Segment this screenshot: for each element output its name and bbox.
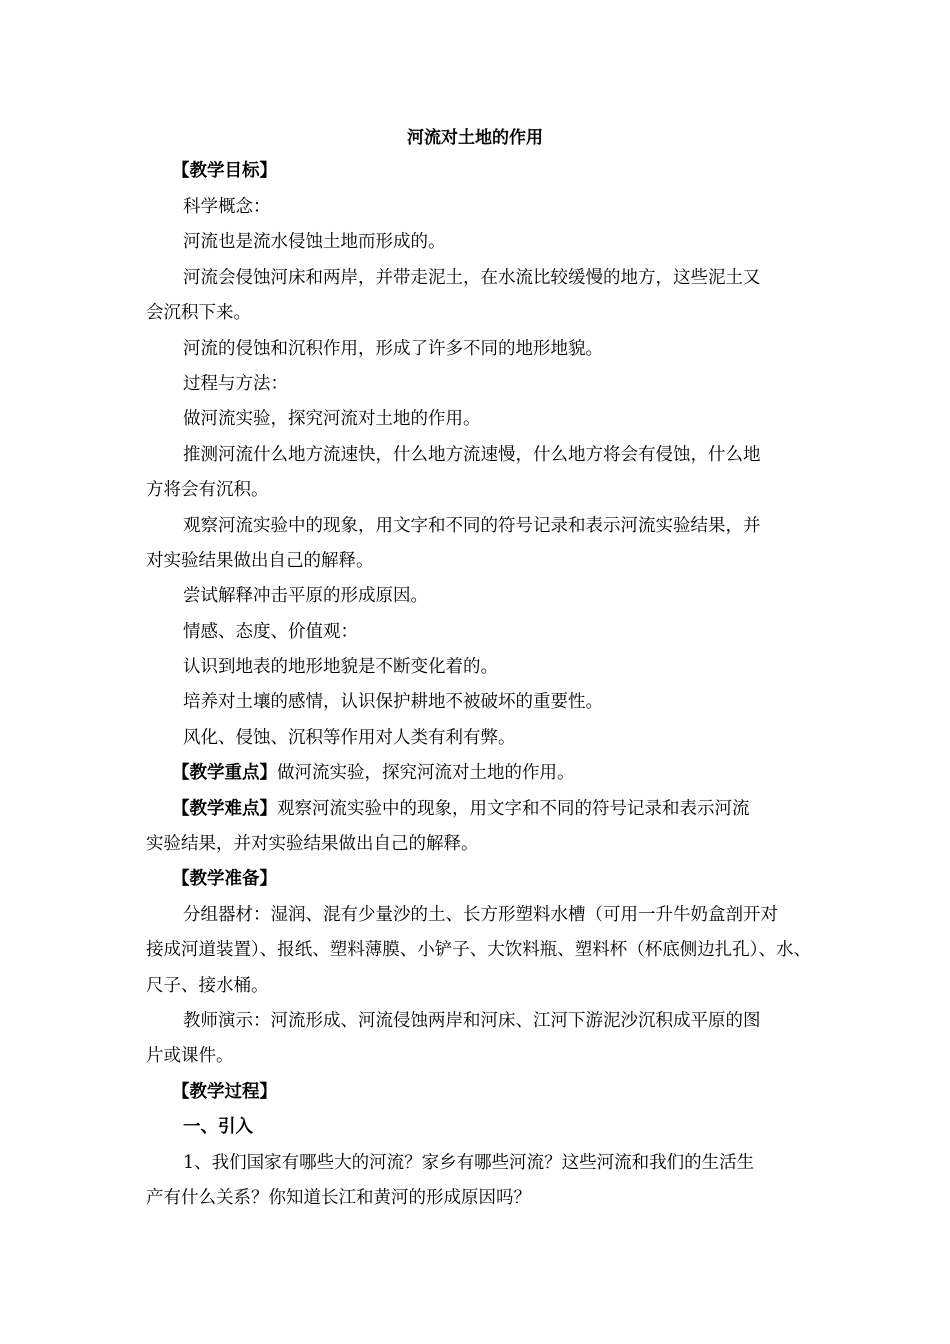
section-heading-preparation: 【教学准备】 bbox=[172, 869, 277, 889]
section-heading-difficulty: 【教学难点】 bbox=[172, 799, 277, 819]
difficulty-paragraph bbox=[172, 795, 750, 823]
attitude-label: 情感、态度、价值观： bbox=[183, 622, 358, 642]
attitude-item-1: 认识到地表的地形地貌是不断变化着的。 bbox=[183, 657, 498, 677]
section-heading-key-point: 【教学重点】 bbox=[172, 763, 277, 783]
intro-heading: 一、引入 bbox=[183, 1117, 253, 1137]
concept-item-2-line-1: 河流会侵蚀河床和两岸，并带走泥土，在水流比较缓慢的地方，这些泥土又 bbox=[183, 268, 761, 288]
question-1-line-1: 1、我们国家有哪些大的河流？家乡有哪些河流？这些河流和我们的生活生 bbox=[183, 1153, 755, 1173]
key-point-paragraph bbox=[172, 759, 575, 787]
method-label: 过程与方法： bbox=[183, 374, 288, 394]
teacher-demo-line-1: 教师演示：河流形成、河流侵蚀两岸和河床、江河下游泥沙沉积成平原的图 bbox=[183, 1011, 761, 1031]
concept-item-3: 河流的侵蚀和沉积作用，形成了许多不同的地形地貌。 bbox=[183, 339, 603, 359]
concept-label: 科学概念： bbox=[183, 197, 271, 217]
method-item-3-line-2: 对实验结果做出自己的解释。 bbox=[146, 551, 374, 571]
method-item-2-line-1: 推测河流什么地方流速快，什么地方流速慢，什么地方将会有侵蚀，什么地 bbox=[183, 445, 761, 465]
method-item-4: 尝试解释冲击平原的形成原因。 bbox=[183, 586, 428, 606]
group-materials-line-3: 尺子、接水桶。 bbox=[146, 976, 269, 996]
attitude-item-2: 培养对土壤的感情，认识保护耕地不被破坏的重要性。 bbox=[183, 692, 603, 712]
group-materials-line-1: 分组器材：湿润、混有少量沙的土、长方形塑料水槽（可用一升牛奶盒剖开对 bbox=[183, 905, 778, 925]
method-item-3-line-1: 观察河流实验中的现象，用文字和不同的符号记录和表示河流实验结果，并 bbox=[183, 516, 761, 536]
method-item-2-line-2: 方将会有沉积。 bbox=[146, 480, 269, 500]
section-heading-objectives: 【教学目标】 bbox=[172, 161, 277, 181]
section-heading-process: 【教学过程】 bbox=[172, 1082, 277, 1102]
teacher-demo-line-2: 片或课件。 bbox=[146, 1046, 234, 1066]
concept-item-2-line-2: 会沉积下来。 bbox=[146, 303, 251, 323]
attitude-item-3: 风化、侵蚀、沉积等作用对人类有利有弊。 bbox=[183, 728, 516, 748]
difficulty-text-line-1: 观察河流实验中的现象，用文字和不同的符号记录和表示河流 bbox=[277, 799, 750, 819]
method-item-1: 做河流实验，探究河流对土地的作用。 bbox=[183, 409, 481, 429]
group-materials-line-2: 接成河道装置）、报纸、塑料薄膜、小铲子、大饮料瓶、塑料杯（杯底侧边扎孔）、水、 bbox=[146, 940, 811, 960]
difficulty-text-line-2: 实验结果，并对实验结果做出自己的解释。 bbox=[146, 834, 479, 854]
question-1-line-2: 产有什么关系？你知道长江和黄河的形成原因吗？ bbox=[146, 1188, 531, 1208]
key-point-text: 做河流实验，探究河流对土地的作用。 bbox=[277, 763, 575, 783]
concept-item-1: 河流也是流水侵蚀土地而形成的。 bbox=[183, 232, 446, 252]
document-title: 河流对土地的作用 bbox=[407, 128, 543, 148]
